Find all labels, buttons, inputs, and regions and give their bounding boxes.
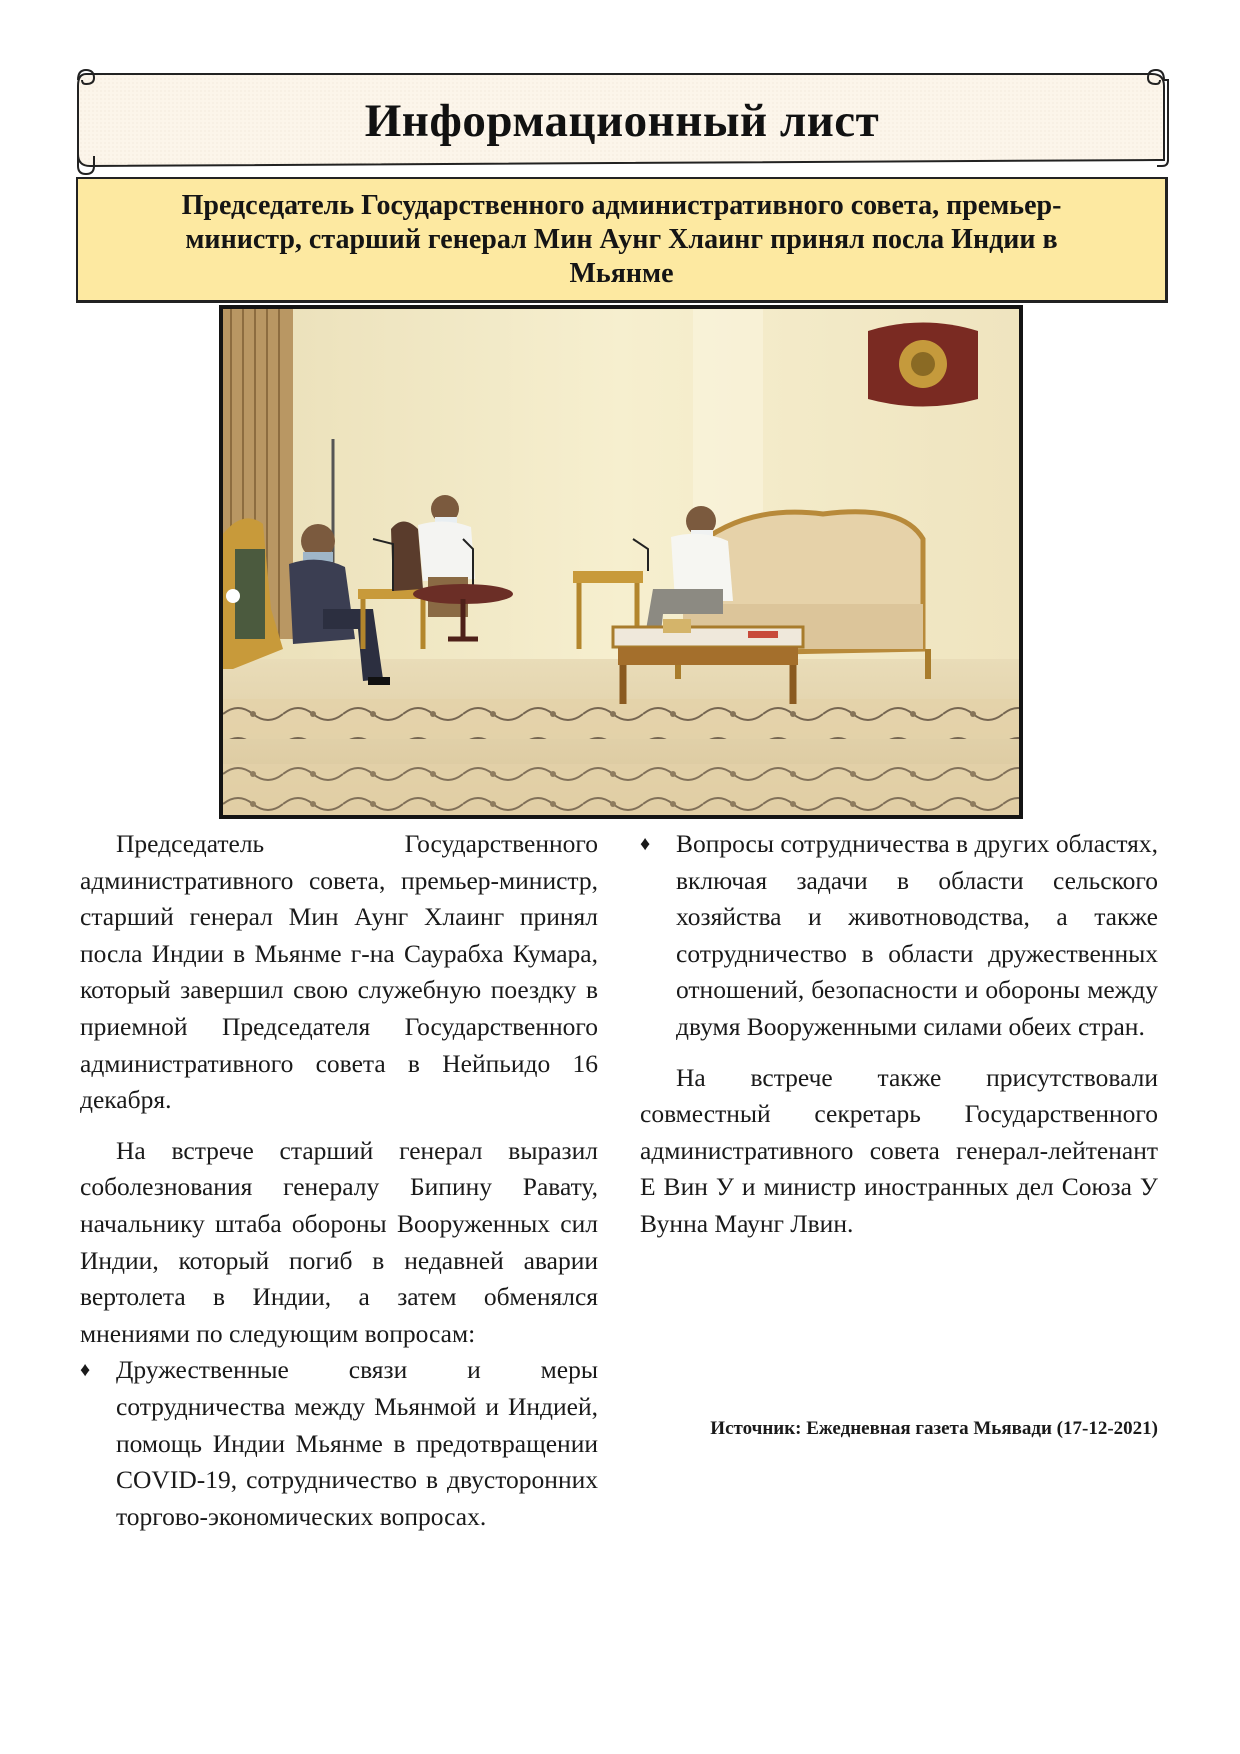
left-column [80, 826, 598, 1535]
attendees-paragraph: На встрече также присутствовали совместный секретарь Государственного административного совета генерал-лейтенант Е Вин У и министр иностранных дел Союза У Вунна Маунг Лвин. [640, 1062, 1158, 1238]
meeting-photo [219, 305, 1023, 819]
right-column [640, 826, 1158, 1243]
page-title: Информационный лист [364, 95, 880, 147]
bullet-text: Дружественные связи и меры сотрудничества между Мьянмой и Индией, помощь Индии Мьянме в предотвращении COVID-19, сотрудничество в двусторонних торгово-экономических вопросах. [116, 1355, 598, 1531]
bullet-item-2 [640, 826, 1158, 1046]
bullet-diamond-icon: ♦ [640, 833, 651, 855]
source-credit: Источник: Ежедневная газета Мьявади (17-12-2021) [710, 1418, 1158, 1439]
headline-box [76, 177, 1168, 303]
bullet-item-1 [80, 1352, 598, 1535]
intro-paragraph: Председатель Государственного административного совета, премьер-министр, старший генерал Мин Аунг Хлаинг принял посла Индии в Мьянме г-на Саурабха Кумара, который завершил свою служебную поездку в приемной Председателя Государственного административного совета в Нейпьидо 16 декабря. [80, 829, 598, 1115]
bullet-diamond-icon: ♦ [80, 1359, 91, 1382]
headline: Председатель Государственного административного совета, премьер-министр, старший генерал Мин Аунг Хлаинг принял посла Индии в Мьянме [181, 189, 1062, 289]
title-banner [72, 66, 1172, 176]
bullet-text: Вопросы сотрудничества в других областях, включая задачи в области сельского хозяйства и животноводства, а также сотрудничество в области дружественных отношений, безопасности и обороны между двумя Вооруженными силами обеих стран. [676, 829, 1158, 1041]
meeting-paragraph: На встрече старший генерал выразил соболезнования генералу Бипину Равату, начальнику штаба обороны Вооруженных сил Индии, который погиб в недавней аварии вертолета в Индии, а затем обменялся мнениями по следующим вопросам: [80, 1135, 598, 1348]
